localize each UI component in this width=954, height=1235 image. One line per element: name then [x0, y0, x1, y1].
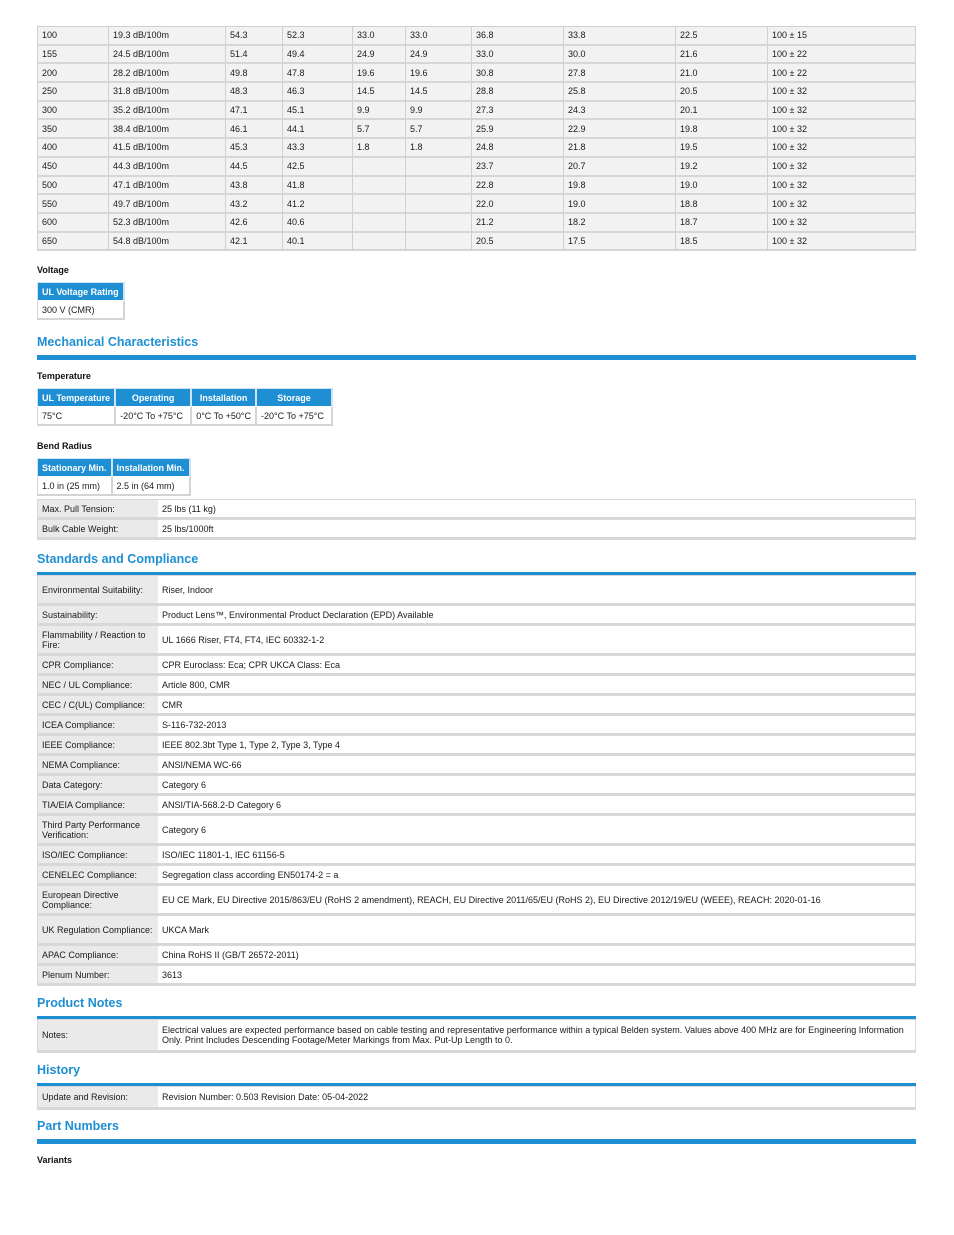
perf-cell: 1.8: [406, 139, 472, 158]
temperature-value-installation: 0°C To +50°C: [192, 407, 257, 426]
perf-cell: 22.5: [676, 26, 768, 46]
perf-cell: 300: [37, 102, 109, 121]
perf-cell: [406, 214, 472, 233]
perf-cell: 28.2 dB/100m: [109, 64, 226, 83]
perf-cell: 600: [37, 214, 109, 233]
perf-row: [37, 26, 916, 46]
perf-row: [37, 102, 916, 121]
perf-cell: 35.2 dB/100m: [109, 102, 226, 121]
perf-cell: [353, 195, 406, 214]
perf-cell: 100 ± 32: [768, 214, 916, 233]
perf-cell: 18.2: [564, 214, 676, 233]
temperature-header-ul: UL Temperature: [37, 388, 116, 407]
property-key: NEMA Compliance:: [37, 756, 158, 776]
perf-cell: 24.8: [472, 139, 564, 158]
property-key: Environmental Suitability:: [37, 575, 158, 606]
perf-cell: 24.5 dB/100m: [109, 46, 226, 65]
perf-cell: 43.3: [283, 139, 353, 158]
notes-key: Notes:: [37, 1019, 158, 1053]
perf-cell: 22.0: [472, 195, 564, 214]
perf-cell: 41.5 dB/100m: [109, 139, 226, 158]
property-value: ISO/IEC 11801-1, IEC 61156-5: [158, 846, 916, 866]
perf-cell: 31.8 dB/100m: [109, 83, 226, 102]
perf-cell: 23.7: [472, 158, 564, 177]
perf-cell: 100 ± 32: [768, 120, 916, 139]
property-key: TIA/EIA Compliance:: [37, 796, 158, 816]
property-row: [37, 716, 916, 736]
perf-cell: 51.4: [226, 46, 283, 65]
perf-row: [37, 64, 916, 83]
perf-cell: 41.2: [283, 195, 353, 214]
perf-cell: 100 ± 32: [768, 195, 916, 214]
perf-cell: 30.0: [564, 46, 676, 65]
bend-radius-heading: Bend Radius: [37, 441, 93, 451]
temperature-value-ul: 75°C: [37, 407, 116, 426]
perf-cell: 20.5: [472, 233, 564, 252]
mechanical-section-divider: [37, 355, 916, 360]
perf-cell: 19.5: [676, 139, 768, 158]
perf-cell: 48.3: [226, 83, 283, 102]
perf-cell: 21.6: [676, 46, 768, 65]
perf-cell: 46.3: [283, 83, 353, 102]
electrical-performance-table: [37, 26, 916, 251]
variants-heading: Variants: [37, 1155, 73, 1165]
perf-cell: 21.2: [472, 214, 564, 233]
perf-cell: 20.1: [676, 102, 768, 121]
property-row: [37, 676, 916, 696]
property-row: [37, 916, 916, 946]
perf-cell: 20.5: [676, 83, 768, 102]
perf-cell: 46.1: [226, 120, 283, 139]
perf-cell: 19.8: [564, 177, 676, 196]
perf-cell: 47.1 dB/100m: [109, 177, 226, 196]
perf-cell: 24.3: [564, 102, 676, 121]
temperature-header-storage: Storage: [257, 388, 333, 407]
property-value: Article 800, CMR: [158, 676, 916, 696]
perf-cell: 400: [37, 139, 109, 158]
perf-cell: 100 ± 32: [768, 177, 916, 196]
property-key: European Directive Compliance:: [37, 886, 158, 916]
perf-cell: 250: [37, 83, 109, 102]
property-key: ICEA Compliance:: [37, 716, 158, 736]
perf-cell: 155: [37, 46, 109, 65]
property-value: 3613: [158, 966, 916, 986]
property-value: CMR: [158, 696, 916, 716]
mechanical-section-title: Mechanical Characteristics: [37, 335, 199, 349]
perf-cell: 33.0: [472, 46, 564, 65]
perf-cell: 100 ± 22: [768, 46, 916, 65]
datasheet-page: [37, 26, 916, 1165]
property-row: [37, 626, 916, 656]
property-value: S-116-732-2013: [158, 716, 916, 736]
property-row: [37, 816, 916, 846]
standards-section-title: Standards and Compliance: [37, 552, 199, 566]
property-key: Sustainability:: [37, 606, 158, 626]
perf-cell: 19.3 dB/100m: [109, 26, 226, 46]
perf-cell: 43.2: [226, 195, 283, 214]
perf-row: [37, 139, 916, 158]
temperature-heading: Temperature: [37, 371, 91, 381]
perf-cell: [406, 158, 472, 177]
perf-cell: 40.6: [283, 214, 353, 233]
product-notes-table: [37, 1019, 916, 1053]
mechanical-properties-table: [37, 499, 916, 540]
perf-cell: [353, 233, 406, 252]
perf-row: [37, 195, 916, 214]
property-row: [37, 846, 916, 866]
perf-cell: 21.8: [564, 139, 676, 158]
standards-table: [37, 575, 916, 986]
perf-cell: 21.0: [676, 64, 768, 83]
perf-cell: 19.0: [564, 195, 676, 214]
property-value: EU CE Mark, EU Directive 2015/863/EU (RoHS 2 amendment), REACH, EU Directive 2011/65/EU (RoHS 2), EU Directive 2012/19/EU (WEEE), REACH: 2020-01-16: [158, 886, 916, 916]
perf-cell: 45.3: [226, 139, 283, 158]
perf-cell: 44.3 dB/100m: [109, 158, 226, 177]
property-value: ANSI/NEMA WC-66: [158, 756, 916, 776]
property-row: [37, 736, 916, 756]
history-section-title: History: [37, 1063, 81, 1077]
perf-cell: [406, 233, 472, 252]
perf-cell: 19.6: [406, 64, 472, 83]
property-row: [37, 520, 916, 540]
perf-cell: 100 ± 32: [768, 158, 916, 177]
perf-cell: 650: [37, 233, 109, 252]
perf-cell: 42.1: [226, 233, 283, 252]
property-key: CEC / C(UL) Compliance:: [37, 696, 158, 716]
voltage-value: 300 V (CMR): [37, 301, 125, 320]
perf-cell: 54.8 dB/100m: [109, 233, 226, 252]
perf-cell: 24.9: [353, 46, 406, 65]
property-key: CENELEC Compliance:: [37, 866, 158, 886]
perf-cell: 350: [37, 120, 109, 139]
perf-cell: [406, 177, 472, 196]
temperature-header-operating: Operating: [116, 388, 192, 407]
property-value: China RoHS II (GB/T 26572-2011): [158, 946, 916, 966]
property-row: [37, 776, 916, 796]
perf-cell: 19.2: [676, 158, 768, 177]
history-table: [37, 1086, 916, 1110]
perf-cell: 200: [37, 64, 109, 83]
perf-cell: [353, 158, 406, 177]
perf-cell: 47.1: [226, 102, 283, 121]
bend-radius-value-stationary: 1.0 in (25 mm): [37, 477, 113, 496]
perf-cell: 14.5: [353, 83, 406, 102]
part-numbers-section-divider: [37, 1139, 916, 1144]
voltage-header: UL Voltage Rating: [37, 282, 125, 301]
perf-cell: 100 ± 22: [768, 64, 916, 83]
property-row: [37, 575, 916, 606]
property-row: [37, 866, 916, 886]
perf-cell: 9.9: [406, 102, 472, 121]
perf-cell: 40.1: [283, 233, 353, 252]
perf-cell: 30.8: [472, 64, 564, 83]
perf-cell: 41.8: [283, 177, 353, 196]
temperature-value-operating: -20°C To +75°C: [116, 407, 192, 426]
perf-row: [37, 214, 916, 233]
perf-row: [37, 83, 916, 102]
property-value: ANSI/TIA-568.2-D Category 6: [158, 796, 916, 816]
history-key: Update and Revision:: [37, 1086, 158, 1110]
property-key: ISO/IEC Compliance:: [37, 846, 158, 866]
part-numbers-section-title: Part Numbers: [37, 1119, 119, 1133]
perf-cell: 27.3: [472, 102, 564, 121]
perf-cell: 47.8: [283, 64, 353, 83]
perf-cell: 22.9: [564, 120, 676, 139]
property-key: Bulk Cable Weight:: [37, 520, 158, 540]
perf-cell: 19.8: [676, 120, 768, 139]
perf-cell: 19.0: [676, 177, 768, 196]
perf-cell: [406, 195, 472, 214]
product-notes-section-title: Product Notes: [37, 996, 123, 1010]
property-key: Data Category:: [37, 776, 158, 796]
perf-cell: 5.7: [406, 120, 472, 139]
perf-row: [37, 158, 916, 177]
perf-cell: 1.8: [353, 139, 406, 158]
perf-cell: 100 ± 32: [768, 83, 916, 102]
perf-cell: 5.7: [353, 120, 406, 139]
bend-radius-value-installation: 2.5 in (64 mm): [113, 477, 191, 496]
perf-cell: 14.5: [406, 83, 472, 102]
property-row: [37, 886, 916, 916]
perf-cell: 500: [37, 177, 109, 196]
property-value: CPR Euroclass: Eca; CPR UKCA Class: Eca: [158, 656, 916, 676]
perf-cell: 19.6: [353, 64, 406, 83]
property-row: [37, 756, 916, 776]
property-value: UL 1666 Riser, FT4, FT4, IEC 60332-1-2: [158, 626, 916, 656]
perf-row: [37, 46, 916, 65]
voltage-table: [37, 282, 125, 320]
perf-row: [37, 120, 916, 139]
perf-cell: 25.8: [564, 83, 676, 102]
perf-cell: [353, 177, 406, 196]
perf-cell: 42.6: [226, 214, 283, 233]
perf-cell: 42.5: [283, 158, 353, 177]
perf-cell: 9.9: [353, 102, 406, 121]
history-value: Revision Number: 0.503 Revision Date: 05-04-2022: [158, 1086, 916, 1110]
temperature-value-storage: -20°C To +75°C: [257, 407, 333, 426]
property-key: Plenum Number:: [37, 966, 158, 986]
property-row: [37, 796, 916, 816]
perf-cell: 100 ± 32: [768, 102, 916, 121]
property-key: UK Regulation Compliance:: [37, 916, 158, 946]
perf-cell: 33.0: [353, 26, 406, 46]
notes-value: Electrical values are expected performance based on cable testing and representative performance within a typical Belden system. Values above 400 MHz are for Engineering Information Only. Print Includes Descending Footage/Meter Markings from Max. Put-Up Length to 0.: [158, 1019, 916, 1053]
property-value: Segregation class according EN50174-2 = a: [158, 866, 916, 886]
perf-cell: 17.5: [564, 233, 676, 252]
property-value: UKCA Mark: [158, 916, 916, 946]
perf-cell: 27.8: [564, 64, 676, 83]
property-value: IEEE 802.3bt Type 1, Type 2, Type 3, Type 4: [158, 736, 916, 756]
voltage-heading: Voltage: [37, 265, 69, 275]
property-row: [37, 606, 916, 626]
property-key: Third Party Performance Verification:: [37, 816, 158, 846]
property-row: [37, 946, 916, 966]
perf-row: [37, 233, 916, 252]
perf-cell: 33.8: [564, 26, 676, 46]
property-value: Category 6: [158, 816, 916, 846]
property-key: IEEE Compliance:: [37, 736, 158, 756]
perf-cell: 20.7: [564, 158, 676, 177]
perf-cell: 18.7: [676, 214, 768, 233]
property-value: 25 lbs/1000ft: [158, 520, 916, 540]
perf-cell: 25.9: [472, 120, 564, 139]
perf-cell: [353, 214, 406, 233]
perf-cell: 550: [37, 195, 109, 214]
perf-cell: 54.3: [226, 26, 283, 46]
perf-cell: 52.3 dB/100m: [109, 214, 226, 233]
property-value: Product Lens™, Environmental Product Declaration (EPD) Available: [158, 606, 916, 626]
property-row: [37, 656, 916, 676]
perf-cell: 100: [37, 26, 109, 46]
perf-cell: 33.0: [406, 26, 472, 46]
perf-cell: 52.3: [283, 26, 353, 46]
perf-cell: 44.1: [283, 120, 353, 139]
perf-cell: 28.8: [472, 83, 564, 102]
perf-cell: 49.8: [226, 64, 283, 83]
perf-cell: 22.8: [472, 177, 564, 196]
perf-cell: 49.7 dB/100m: [109, 195, 226, 214]
perf-cell: 100 ± 32: [768, 233, 916, 252]
property-key: APAC Compliance:: [37, 946, 158, 966]
bend-radius-table: [37, 458, 191, 496]
perf-cell: 24.9: [406, 46, 472, 65]
perf-cell: 450: [37, 158, 109, 177]
perf-cell: 36.8: [472, 26, 564, 46]
property-key: Flammability / Reaction to Fire:: [37, 626, 158, 656]
bend-radius-header-stationary: Stationary Min.: [37, 458, 113, 477]
property-value: Category 6: [158, 776, 916, 796]
temperature-table: [37, 388, 333, 426]
property-key: NEC / UL Compliance:: [37, 676, 158, 696]
perf-cell: 38.4 dB/100m: [109, 120, 226, 139]
bend-radius-header-installation: Installation Min.: [113, 458, 191, 477]
perf-cell: 45.1: [283, 102, 353, 121]
perf-cell: 43.8: [226, 177, 283, 196]
perf-cell: 18.8: [676, 195, 768, 214]
perf-cell: 18.5: [676, 233, 768, 252]
perf-cell: 100 ± 15: [768, 26, 916, 46]
temperature-header-installation: Installation: [192, 388, 257, 407]
perf-cell: 44.5: [226, 158, 283, 177]
property-key: CPR Compliance:: [37, 656, 158, 676]
property-value: 25 lbs (11 kg): [158, 499, 916, 520]
property-row: [37, 966, 916, 986]
property-key: Max. Pull Tension:: [37, 499, 158, 520]
property-row: [37, 696, 916, 716]
property-value: Riser, Indoor: [158, 575, 916, 606]
property-row: [37, 499, 916, 520]
perf-cell: 100 ± 32: [768, 139, 916, 158]
perf-row: [37, 177, 916, 196]
perf-cell: 49.4: [283, 46, 353, 65]
